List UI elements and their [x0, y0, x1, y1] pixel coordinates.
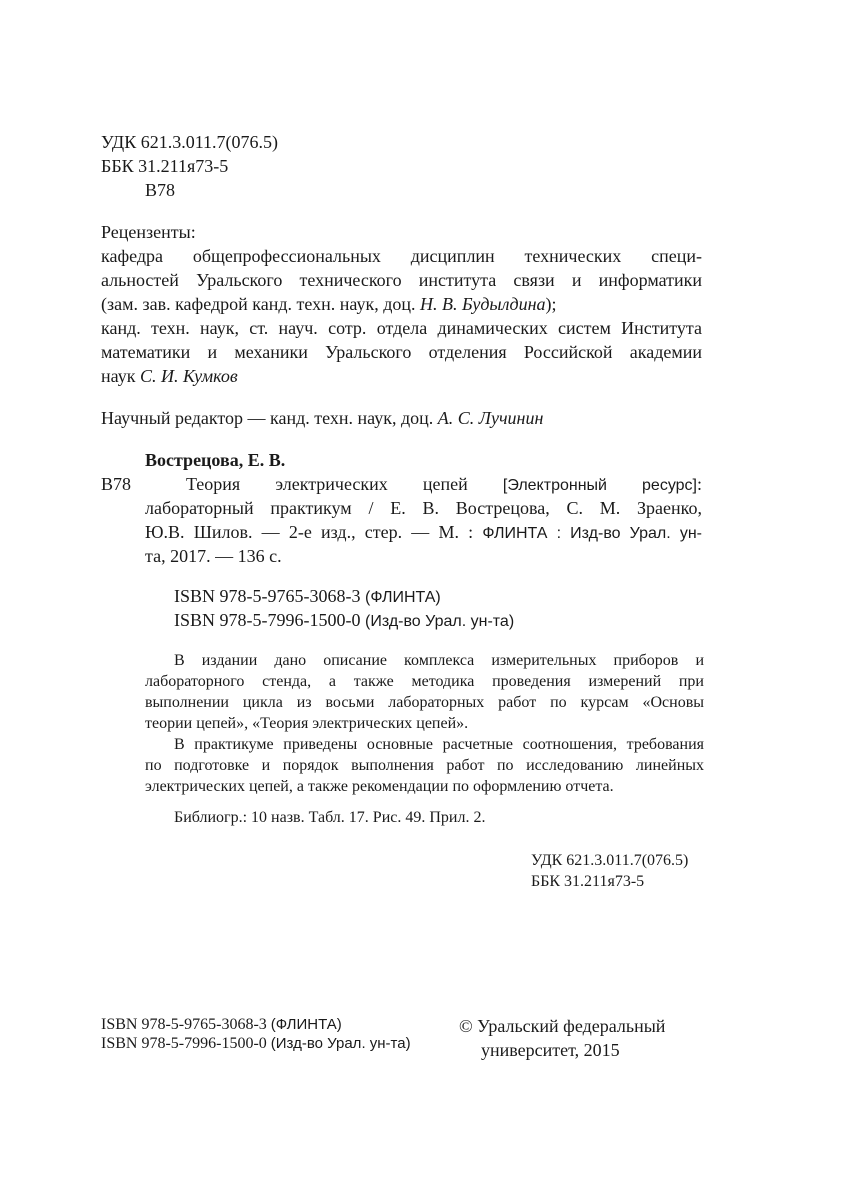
footer-isbn-flinta — [101, 1015, 342, 1035]
reviewer-1-name: Н. В. Будылдина — [420, 294, 546, 314]
udk-code-right: УДК 621.3.011.7(076.5) — [531, 852, 689, 869]
bib-title: Теория электрических цепей — [186, 474, 503, 494]
bib-publisher: ФЛИНТА : Изд-во Урал. ун- — [482, 525, 702, 542]
reviewer-1-line-2: альностей Уральского технического института связи и информатики — [101, 270, 702, 290]
reviewer-2-text: наук — [101, 366, 140, 386]
bib-mark: В78 — [101, 474, 132, 494]
reviewer-1-line-1: кафедра общепрофессиональных дисциплин технических специ- — [101, 246, 702, 266]
bib-resource-type: [Электронный ресурс] — [502, 477, 697, 494]
annotation-p1-line-2: лабораторного стенда, а также методика проведения измерений при — [145, 673, 704, 690]
reviewer-2-name: С. И. Кумков — [139, 366, 238, 386]
footer-isbn-flinta-publisher: (ФЛИНТА) — [270, 1016, 342, 1033]
reviewers-heading: Рецензенты: — [101, 222, 196, 242]
udk-code: УДК 621.3.011.7(076.5) — [101, 132, 279, 152]
annotation-p1-line-1: В издании дано описание комплекса измерительных приборов и — [174, 652, 704, 669]
editor-name: А. С. Лучинин — [437, 408, 544, 428]
reviewer-2-line-2: математики и механики Уральского отделения Российской академии — [101, 342, 702, 362]
reviewer-2-line-3 — [101, 365, 238, 387]
bib-colon: : — [697, 474, 703, 494]
bib-edition: Ю.В. Шилов. — 2-е изд., стер. — М. : — [145, 522, 483, 542]
bibliography-summary: Библиогр.: 10 назв. Табл. 17. Рис. 49. Прил. 2. — [174, 809, 486, 826]
bib-line-2 — [145, 497, 702, 519]
annotation-p2-line-1: В практикуме приведены основные расчетные соотношения, требования — [174, 736, 704, 753]
annotation-p2-line-3: электрических цепей, а также рекомендации по оформлению отчета. — [145, 778, 614, 795]
copyright-line-2: университет, 2015 — [481, 1040, 620, 1060]
reviewer-2-line-1: канд. техн. наук, ст. науч. сотр. отдела динамических систем Института — [101, 318, 702, 338]
isbn-ural-number: ISBN 978-5-7996-1500-0 — [174, 610, 365, 630]
bib-subtitle: лабораторный практикум — [145, 498, 369, 518]
copyright-line-1: © Уральский федеральный — [459, 1016, 666, 1036]
footer-isbn-ural — [101, 1034, 411, 1054]
scientific-editor — [101, 407, 543, 429]
bib-author: Вострецова, Е. В. — [145, 450, 286, 470]
editor-text: Научный редактор — канд. техн. наук, доц. — [101, 408, 438, 428]
reviewer-1-line-3 — [101, 293, 557, 315]
bib-line-3 — [145, 521, 702, 545]
bbk-code: ББК 31.211я73-5 — [101, 156, 229, 176]
bib-line-4: та, 2017. — 136 с. — [145, 546, 282, 566]
bib-line-1 — [186, 473, 702, 497]
footer-isbn-flinta-number: ISBN 978-5-9765-3068-3 — [101, 1016, 271, 1033]
bbk-code-right: ББК 31.211я73-5 — [531, 873, 645, 890]
isbn-flinta-publisher: (ФЛИНТА) — [365, 589, 441, 606]
isbn-ural-publisher: (Изд-во Урал. ун-та) — [365, 613, 515, 630]
reviewer-1-tail: ); — [545, 294, 557, 314]
footer-isbn-ural-publisher: (Изд-во Урал. ун-та) — [270, 1035, 411, 1052]
isbn-flinta-number: ISBN 978-5-9765-3068-3 — [174, 586, 365, 606]
annotation-p1-line-4: теории цепей», «Теория электрических цепей». — [145, 715, 469, 732]
annotation-p2-line-2: по подготовке и порядок выполнения работ по исследованию линейных — [145, 757, 704, 774]
annotation-p1-line-3: выполнении цикла из восьми лабораторных работ по курсам «Основы — [145, 694, 704, 711]
footer-isbn-ural-number: ISBN 978-5-7996-1500-0 — [101, 1035, 271, 1052]
isbn-ural — [174, 609, 514, 633]
author-mark: В78 — [145, 180, 176, 200]
isbn-flinta — [174, 585, 441, 609]
reviewer-1-text: (зам. зав. кафедрой канд. техн. наук, доц. — [101, 294, 420, 314]
bib-authors: / Е. В. Вострецова, С. М. Зраенко, — [368, 498, 702, 518]
